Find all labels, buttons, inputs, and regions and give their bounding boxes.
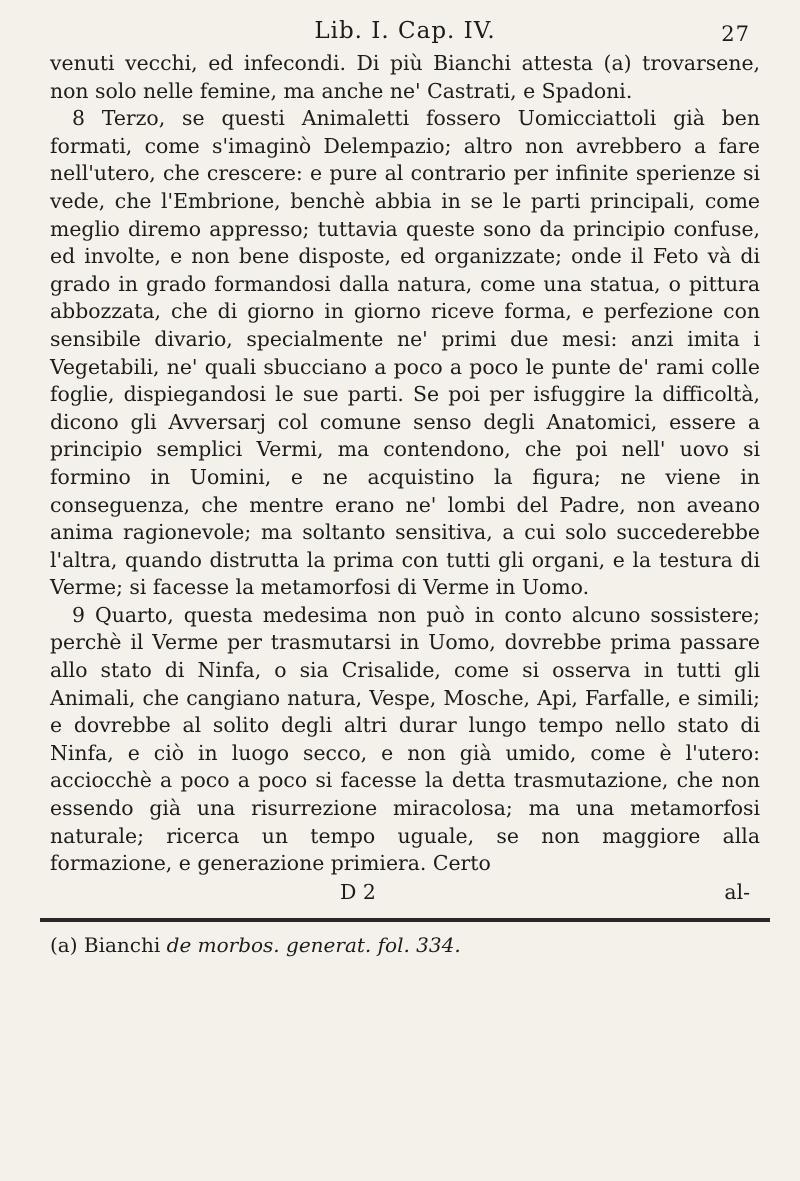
catchword: al- [724, 879, 750, 904]
footnote-marker: (a) [50, 932, 78, 957]
page-number: 27 [721, 22, 750, 46]
running-head [50, 18, 760, 50]
paragraph-continued: venuti vecchi, ed infecondi. Di più Bianchi attesta (a) trovarsene, non solo nelle femine, ma anche ne' Castrati, e Spadoni. [50, 51, 760, 103]
main-text [50, 50, 760, 878]
footnote-rule [40, 918, 770, 922]
catch-line [50, 880, 760, 908]
footnote-work: de morbos. generat. [166, 932, 372, 957]
footnote-author: Bianchi [83, 932, 161, 957]
signature-mark: D 2 [340, 879, 376, 904]
footnote [50, 932, 760, 958]
paragraph-9: 9 Quarto, questa medesima non può in conto alcuno sossistere; perchè il Verme per trasmutarsi in Uomo, dovrebbe prima passare allo stato di Ninfa, o sia Crisalide, come si osserva in tutti gli Animali, che cangiano natura, Vespe, Mosche, Api, Farfalle, e simili; e dovrebbe al solito degli altri durar lungo tempo nello stato di Ninfa, e ciò in luogo secco, e non già umido, come è l'utero: acciocchè a poco a poco si facesse la detta trasmutazione, che non essendo già una risurrezione miracolosa; ma una metamorfosi naturale; ricerca un tempo uguale, se non maggiore alla formazione, e generazione primiera. Certo [50, 602, 760, 876]
book-page [50, 18, 760, 1168]
running-title: Lib. I. Cap. IV. [314, 18, 496, 44]
footnote-locator: fol. 334. [377, 932, 461, 957]
paragraph-8: 8 Terzo, se questi Animaletti fossero Uomicciattoli già ben formati, come s'imaginò Delempazio; altro non avrebbero a fare nell'utero, che crescere: e pure al contrario per infinite sperienze si vede, che l'Embrione, benchè abbia in se le parti principali, come meglio diremo appresso; tuttavia queste sono da principio confuse, ed involte, e non bene disposte, ed organizzate; onde il Feto và di grado in grado formandosi dalla natura, come una statua, o pittura abbozzata, che di giorno in giorno riceve forma, e perfezione con sensibile divario, specialmente ne' primi due mesi: anzi imita i Vegetabili, ne' quali sbucciano a poco a poco le punte de' rami colle foglie, dispiegandosi le sue parti. Se poi per isfuggire la difficoltà, dicono gli Avversarj col comune senso degli Anatomici, essere a principio semplici Vermi, ma contendono, che poi nell' uovo si formino in Uomini, e ne acquistino la figura; ne viene in conseguenza, che mentre erano ne' lombi del Padre, non aveano anima ragionevole; ma soltanto sensitiva, a cui solo succederebbe l'altra, quando distrutta la prima con tutti gli organi, e la testura di Verme; si facesse la metamorfosi di Verme in Uomo. [50, 106, 760, 600]
